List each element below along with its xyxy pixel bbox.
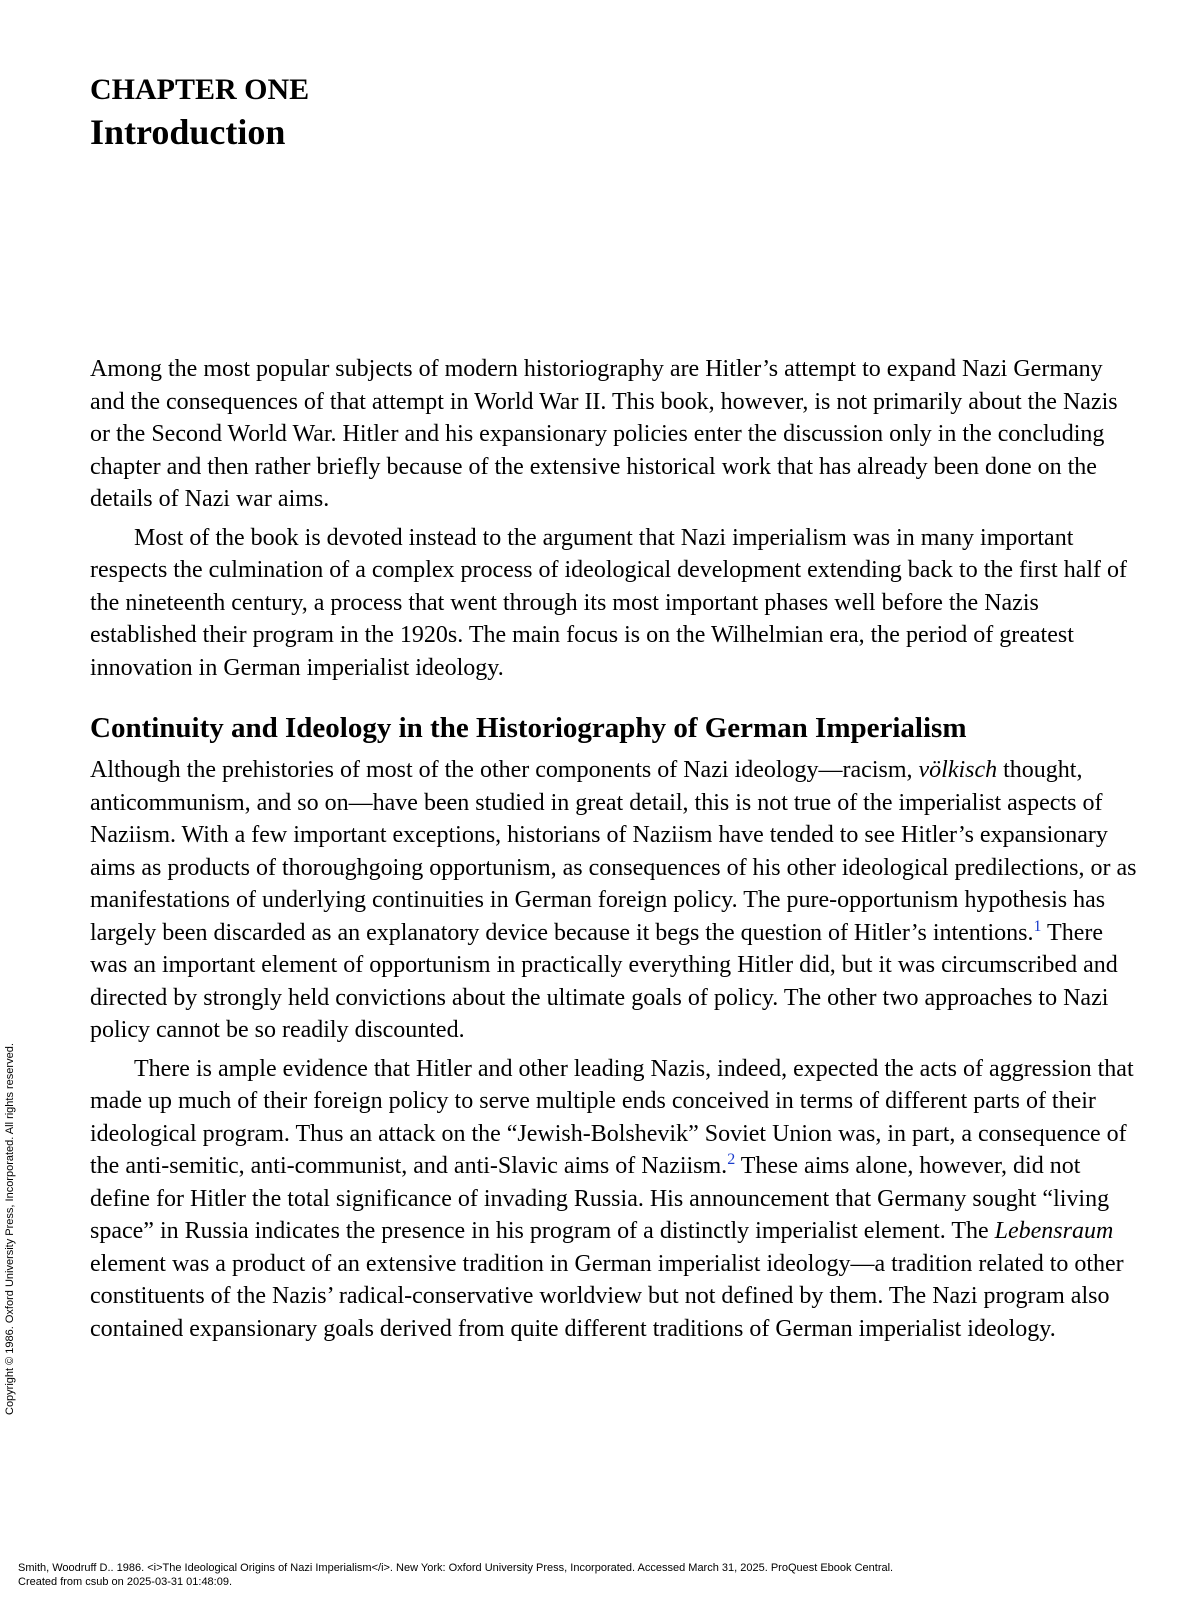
chapter-label: CHAPTER ONE <box>90 73 310 106</box>
chapter-body <box>90 353 1140 1351</box>
section-paragraph-2 <box>90 1053 1140 1346</box>
chapter-title: Introduction <box>90 112 286 152</box>
text-run: These aims alone, however, did not define for Hitler the total significance of invading Russia. His announcement that Germany sought “living space” in Russia indicates the presence in his program of a distinctly imperialist element. The <box>90 1153 1110 1244</box>
footnote-link-2[interactable]: 2 <box>727 1151 736 1168</box>
text-run: element was a product of an extensive tradition in German imperialist ideology—a tradition related to other constituents of the Nazis’ radical-conservative worldview but not defined by them. The Nazi program also contained expansionary goals derived from quite different traditions of German imperialist ideology. <box>90 1250 1124 1342</box>
intro-paragraph-1: Among the most popular subjects of modern historiography are Hitler’s attempt to expand Nazi Germany and the consequences of that attempt in World War II. This book, however, is not primarily about the Nazis or the Second World War. Hitler and his expansionary policies enter the discussion only in the concluding chapter and then rather briefly because of the extensive historical work that has already been done on the details of Nazi war aims. <box>90 356 1118 512</box>
copyright-notice: Copyright © 1986. Oxford University Press, Incorporated. All rights reserved. <box>4 1043 16 1415</box>
intro-paragraph-2: Most of the book is devoted instead to the argument that Nazi imperialism was in many important respects the culmination of a complex process of ideological development extending back to the first half of the nineteenth century, a process that went through its most important phases well before the Nazis established their program in the 1920s. The main focus is on the Wilhelmian era, the period of greatest innovation in German imperialist ideology. <box>90 524 1128 681</box>
text-run: There was an important element of opportunism in practically everything Hitler did, but it was circumscribed and directed by strongly held convictions about the ultimate goals of policy. The other two approaches to Nazi policy cannot be so readily discounted. <box>90 919 1118 1043</box>
citation-footer <box>18 1561 893 1589</box>
italic-term: Lebensraum <box>994 1218 1114 1244</box>
italic-term: völkisch <box>918 757 998 783</box>
text-run: There is ample evidence that Hitler and other leading Nazis, indeed, expected the acts of aggression that made up much of their foreign policy to serve multiple ends conceived in terms of different parts of their ideological program. Thus an attack on the “Jewish-Bolshevik” Soviet Union was, in part, a consequence of the anti-semitic, anti-communist, and anti-Slavic aims of Naziism. <box>90 1055 1134 1179</box>
section-paragraph-1 <box>90 754 1140 1047</box>
section-heading: Continuity and Ideology in the Historiography of German Imperialism <box>90 712 967 744</box>
text-run: thought, anticommunism, and so on—have been studied in great detail, this is not true of the imperialist aspects of Naziism. With a few important exceptions, historians of Naziism have tended to see Hitler’s expansionary aims as products of thoroughgoing opportunism, as consequences of his other ideological predilections, or as manifestations of underlying continuities in German foreign policy. The pure-opportunism hypothesis has largely been discarded as an explanatory device because it begs the question of Hitler’s intentions. <box>90 757 1137 946</box>
citation-line: Smith, Woodruff D.. 1986. <i>The Ideological Origins of Nazi Imperialism</i>. New York: Oxford University Press, Incorporated. Accessed March 31, 2025. ProQuest Ebook Central. <box>18 1562 894 1574</box>
text-run: Although the prehistories of most of the other components of Nazi ideology—racism, <box>90 757 919 783</box>
footnote-link-1[interactable]: 1 <box>1033 917 1042 935</box>
created-line: Created from csub on 2025-03-31 01:48:09. <box>18 1576 233 1588</box>
